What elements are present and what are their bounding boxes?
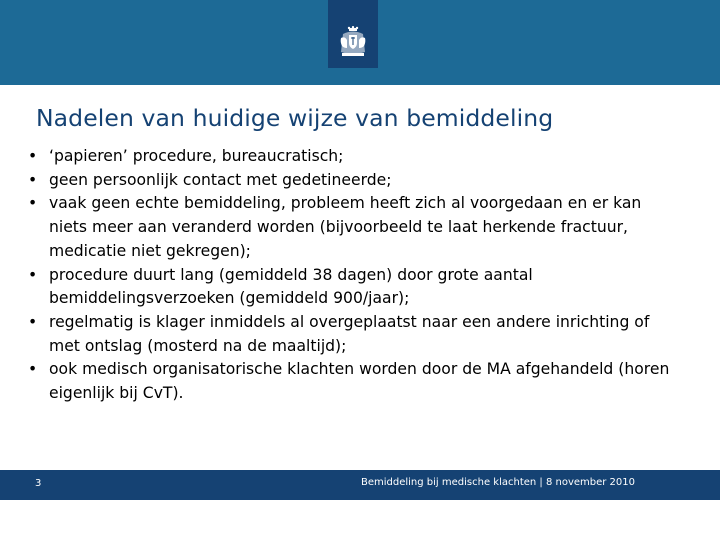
footer-margin [0, 500, 720, 540]
bullet-icon: • [28, 360, 38, 379]
page-number: 3 [35, 478, 42, 489]
header-bar [0, 0, 720, 85]
bullet-list [28, 145, 678, 406]
bullet-text: geen persoonlijk contact met gedetineerde; [49, 170, 392, 189]
footer-text: Bemiddeling bij medische klachten | 8 november 2010 [361, 477, 635, 488]
bullet-icon: • [28, 265, 38, 284]
list-item [28, 145, 678, 169]
list-item [28, 192, 678, 263]
list-item [28, 264, 678, 311]
slide-title: Nadelen van huidige wijze van bemiddeling [36, 104, 554, 132]
emblem-plate [328, 0, 378, 68]
bullet-text: ‘papieren’ procedure, bureaucratisch; [49, 147, 344, 165]
list-item [28, 311, 678, 358]
bullet-text: vaak geen echte bemiddeling, probleem heeft zich al voorgedaan en er kan niets meer aan veranderd worden (bijvoorbeeld te laat herkende fractuur, medicatie niet gekregen); [49, 194, 642, 260]
list-item [28, 169, 678, 193]
bullet-icon: • [28, 170, 38, 189]
bullet-icon: • [28, 194, 38, 213]
bullet-text: ook medisch organisatorische klachten worden door de MA afgehandeld (horen eigenlijk bij CvT). [49, 360, 670, 403]
bullet-text: procedure duurt lang (gemiddeld 38 dagen) door grote aantal bemiddelingsverzoeken (gemiddeld 900/jaar); [49, 265, 533, 308]
bullet-icon: • [28, 312, 38, 331]
bullet-text: regelmatig is klager inmiddels al overgeplaatst naar een andere inrichting of met ontslag (mosterd na de maaltijd); [49, 312, 650, 355]
bullet-icon: • [28, 147, 38, 165]
list-item [28, 358, 678, 405]
footer-bar [0, 470, 720, 500]
coat-of-arms-icon [337, 26, 369, 60]
